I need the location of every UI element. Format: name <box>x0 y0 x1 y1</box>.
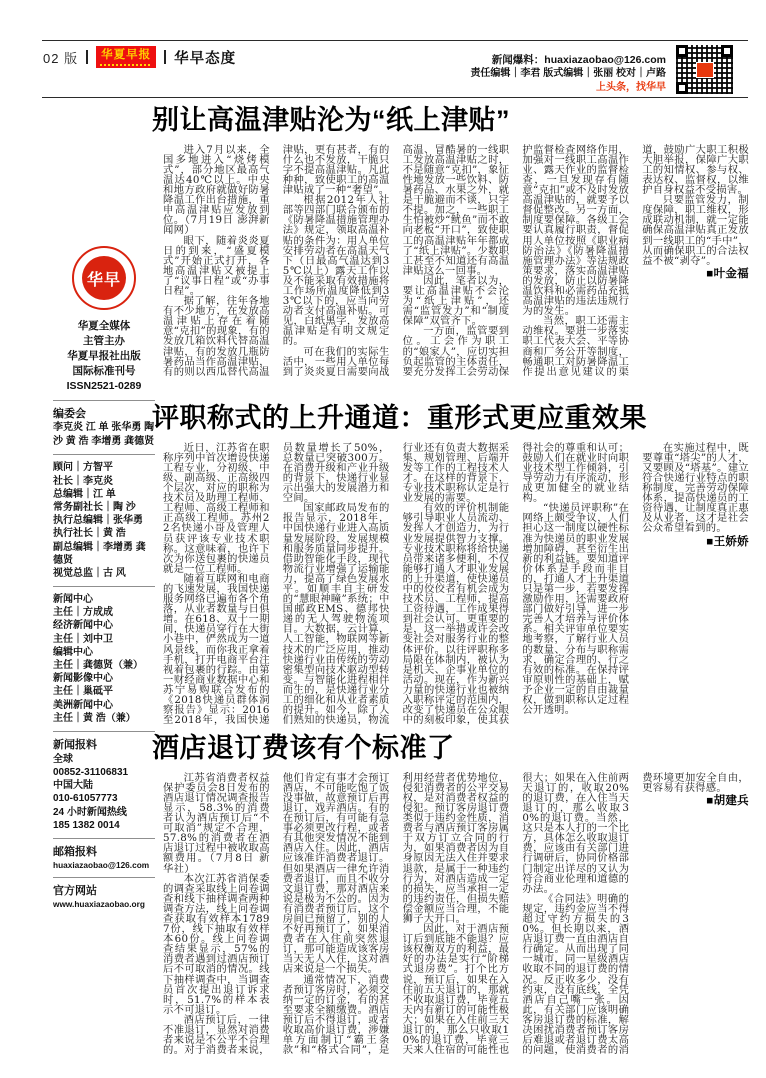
center-line: 新闻影像中心 <box>53 673 113 685</box>
staff-block <box>53 461 155 580</box>
separator-bar <box>86 50 88 64</box>
header-top-rule <box>42 40 748 41</box>
hotline-line: 中国大陆 <box>53 780 93 792</box>
paragraph: 一方面，监管要到位。工会作为职工的“娘家人”，应切实担负起监管的主体责任，要充分发挥工会劳动保护监督检查网络作用，加强对一线职工高温作业、露天作业的监督检查，一旦发现存有随意“克扣”或不及时发放高温津贴的，就要予以督促整改。另一方面，制度要保障。各级工会要认真履行职责，督促用人单位按照《职业病防治法》《防暑降温措施管理办法》等法规政策要求，落实高温津贴的发放，防止以防暑降温饮料和必需药品充抵高温津贴的违法违规行为的发生。 <box>402 143 630 378</box>
center-line: 编辑中心 <box>53 646 93 658</box>
paragraph: 酒店预订后，一律不准退订，显然对消费者来说是不公平不合理的。对于消费者来说，他们肯定有事才会预订酒店，不可能吃饱了饭没事做，故意预订后再退订，戏弄酒店。有的在预订后，有可能有急事必须更改行程，或者有其他突发情况不能到酒店入住。因此，酒店应该准许消费者退订。但如果酒店一律允许消费者退订，而且不收分文退订费，那对酒店来说是极为不公的。因为有消费者预订后，这个房间已预留了，别的人不好再预订了，如果消费者在入住前突然退订，那可能造成该客房当天无人入住，这对酒店来说是一个损失。 <box>163 771 390 1057</box>
qr-code-icon <box>676 45 733 94</box>
website-title: 官方网站 <box>53 884 97 897</box>
article-paragraphs <box>163 145 749 385</box>
article-title: 评职称式的上升通道：重形式更应重效果 <box>152 403 647 433</box>
hotline-line: 185 1382 0014 <box>53 819 120 831</box>
paragraph: 据了解，往年各地有不少地方，在发放高温津贴上存在着随意“克扣”的现象，有的发放几箱饮料代替高温津贴，有的发放几瓶防暑药品当作高温津贴，有的则以西瓜替代高温津贴，更有甚者，有的什么也不发放，干脆只字不提高温津贴。凡此种种，致使职工的高温津贴成了一种“奢望”。 <box>163 143 390 378</box>
paragraph: 因此，笔者以为，要让高温津贴不会沦为“纸上津贴”，还需“监管发力”和“制度保障”双管齐下。 <box>402 274 510 328</box>
staff-line: 执行社长｜黄 浩 <box>53 528 126 540</box>
center-line: 主任｜巢砥平 <box>53 686 113 698</box>
center-line: 主任｜黄 浩（兼） <box>53 712 136 724</box>
staff-line: 顾问｜方智平 <box>53 462 113 474</box>
publisher-line: ISSN2521-0289 <box>66 379 142 392</box>
paragraph: 进入7月以来，全国多地进入“烧烤模式”，部分地区最高气温达40℃以上。中央和地方政府就做好防暑降温工作出台措施，重申高温津贴应发放到位。（7月19日 澎湃新闻网） <box>163 143 270 237</box>
publisher-block <box>53 319 155 394</box>
paragraph: 因此，对于酒店预订后到底能不能退？应该权衡双方的利益，最好的办法是实行“阶梯式退房费”。打个比方说，预订后，如果在入住前五天退订的，那就不收取退订费，毕竟五天内有新订的可能性极大；如果在入住前三天退订的，那么只收取10%的退订费，毕竟三天来人住宿的可能性也很大；如果在入住前两天退订的，收取20%的退订费，在入住当天退订的，那么收取30%的退订费。当然，这只是本人打的一个比方，具体怎么收取退订费，应该由有关部门进行调研后，协同价格部门制定出详尽的又认为符合商业伦理和道德的办法。 <box>402 771 630 1057</box>
paragraph: 近日，江苏省在职称序列中首次增设快递工程专业，分初级、中级、副高级、正高级四个层次，对应的职称为技术员及助理工程师、工程师、高级工程师和正高级工程师。苏州22名快递小哥及管理人员获评该专业技术职称。这意味着，也许下次为你送包裹的快递员就是一位工程师。 <box>163 441 270 575</box>
publisher-line: 国际标准刊号 <box>72 364 136 377</box>
staff-line: 执行总编辑｜张华勇 <box>53 515 143 527</box>
paragraph: 《合同法》明确的规定，违约金应当不得超过守约方损失的30%。但长期以来，酒店退订费一直由酒店自行确定。从而出现了同一城市，同一星级酒店收取不同的退订费的情况。反正收多少，没有约束，没有底线，全凭酒店自己嘴一张。因此，有关部门应该明确客房退订费的标准，解决困扰消费者预订客房后难退或者退订费太高的问题，使消费者的消费环境更加安全自由，更容易有获得感。 <box>522 771 749 1057</box>
hotline-title: 新闻报料 <box>53 738 97 751</box>
paragraph: 江苏省消费者权益保护委员会8日发布的酒店退订情况调查报告显示，58.3%的消费者认为酒店预订后“不可取消”规定不合理，57.8%的消费者在酒店退订过程中被收取高额费用。（7月8日 新华社） <box>163 771 270 875</box>
article-heat-subsidy <box>152 106 752 385</box>
sidebar-divider <box>53 838 155 839</box>
byline: ■胡建兵 <box>706 794 749 807</box>
paragraph: 当然，职工还需主动维权。要进一步落实职工代表大会、平等协商和厂务公开等制度，畅通职工对防暑降温工作提出意见建议的渠道，鼓励广大职工积极大胆举报，保障广大职工的知情权、参与权、表达权、监督权，以维护自身权益不受损害。 <box>522 143 749 378</box>
paragraph: 根据2012年人社部等四部门联合颁布的《防暑降温措施管理办法》规定，领取高温补贴的条件为：用人单位安排劳动者在高温天气下（日最高气温达到35℃以上）露天工作以及不能采取有效措施将工作场所温度降低到33℃以下的，应当向劳动者支付高温补贴。可见，白纸黑字，发放高温津贴是有明文规定的。 <box>282 194 390 348</box>
article-title: 别让高温津贴沦为“纸上津贴” <box>152 105 510 135</box>
paragraph: “快递员评职称”在网络上颇受争议，人们担心这一制度以硬性标准为快递员的职业发展增加障碍，甚至衍生出新的利益链。要知道评价体系是手段而非目的，打通人才上升渠道只是第一步，若要发挥激励作用，还需要政府部门做好引导，进一步完善人才培养与评价体系。相关评审单位要实地考察，了解行业人员的数量、分布与职称需求，确定合理的、行之有效的标准。在保持评审原则性的基础上，赋予企业一定的自由裁量权，做到职称认定过程公开透明。 <box>522 502 630 717</box>
sidebar-divider <box>53 400 155 401</box>
paragraph: 只要监管发力，制度保障，职工维权，形成联动机制，就一定能确保高温津贴真正发放到一线职工的“手中”，从而确保职工的合法权益不被“剥夺”。 <box>642 194 749 267</box>
qr-finder-icon <box>676 82 688 94</box>
page-number: 02 版 <box>43 50 79 66</box>
qr-finder-icon <box>721 45 733 57</box>
center-line: 主任｜龚德贤（兼） <box>53 660 143 671</box>
staff-line: 副总编辑｜李增勇 龚德贤 <box>53 541 146 566</box>
center-line: 美洲新闻中心 <box>53 699 113 711</box>
article-paragraphs <box>163 443 749 731</box>
separator-bar <box>164 50 166 64</box>
staff-line: 社长｜李克炎 <box>53 475 113 487</box>
paragraph: 本次江苏省消保委的调查采取线上问卷调查和线下抽样调查两种调查方法，线上问卷调查获取有效样本17897份，线下抽取有效样本60份。线上问卷调查结果显示，57%的消费者遇到过酒店预订后不可取消的情况。线下抽样调查中，当调查员首次提出退订诉求时，51.7%的样本表示不可退订。 <box>163 872 270 1016</box>
center-line: 主任｜方成成 <box>53 607 113 619</box>
hotline-line: 24 小时新闻热线 <box>53 806 127 818</box>
sidebar-divider <box>53 454 155 455</box>
article-body <box>163 145 749 385</box>
hotline-block <box>53 753 155 832</box>
paragraph: 在实施过程中，既要尊重“塔尖”的人才，又要顾及“塔基”。建立符合快递行业特点的职称制度，完善劳动保障体系，提高快递员的工资待遇，让制度真正惠及从业者，这才是社会公众希望看到的。 <box>642 441 749 535</box>
website-address: www.huaxiazaobao.org <box>53 898 145 909</box>
mailbox-title: 邮箱报料 <box>53 845 97 858</box>
article-body <box>163 773 749 1057</box>
staff-line: 视觉总监｜古 风 <box>53 567 126 579</box>
article-hotel-cancellation <box>152 734 752 1057</box>
masthead-left <box>43 46 236 68</box>
centers-block <box>53 593 155 725</box>
paragraph: 有效的评价机制能够引导职业人员流动、发挥人才创造力，为行业发展提供智力支撑。专业技术职称将给快递员带来诸多便利，不仅能够打通人才职业发展的上升渠道，使快递员中的佼佼者有机会成为技术员、工程师，提高工资待遇，工作成果得到社会认可。更重要的是，这一举措或许会改变社会对服务行业的整体评价。以往评职称多局限在体制内，被认为是机关、企事业单位的活动。现在，作为新兴力量的快递行业也被纳入职称评定的范围内，改变了快递员在公众眼中的刻板印象，使其获得社会的尊重和认可；鼓励人们在就业时向职业技术型工作倾斜，引导劳动力有序流动，形成更加健全的就业结构。 <box>402 441 630 727</box>
masthead-right <box>470 53 666 94</box>
publisher-line: 主管主办 <box>83 334 125 347</box>
center-line: 主任｜刘中卫 <box>53 633 113 645</box>
paragraph: 眼下，随着炎炎夏日的到来，“盛夏模式”开始正式打开，各地高温津贴又被提上了“议事日程”或“办事日程”。 <box>163 234 270 297</box>
editors-line: 责任编辑｜李君 版式编辑｜张丽 校对｜卢路 <box>470 68 666 80</box>
paragraph: 可在我们的实际生活中，一些用人单位每到了炎炎夏日需要向战高温、冒酷暑的一线职工发放高温津贴之时，不是随意“克扣”，象征性地发放一些饮料、防暑药品、水果之外，就是干脆避而不谈，只字不提。加之，一些职工生怕被炒“鱿鱼”而不敢向老板“开口”，致使职工的高温津贴年年都成了“纸上津贴”。少数职工甚至不知道还有高温津贴这么一回事。 <box>282 143 510 378</box>
newspaper-seal-icon <box>72 246 136 310</box>
publisher-line: 华夏全媒体 <box>77 320 131 332</box>
article-body <box>163 443 749 731</box>
article-courier-titles <box>152 404 752 731</box>
section-title: 华早态度 <box>174 50 237 67</box>
committee-members: 李克炎 江 单 张华勇 陶 沙 黄 浩 李增勇 龚德贤 <box>53 422 155 447</box>
byline: ■叶金福 <box>706 267 749 280</box>
mailbox-address: huaxiazaobao@126.com <box>53 859 150 870</box>
paragraph: 国家邮政局发布的报告显示，2018年，中国快递行业进入高质量发展阶段，发展规模和服务质量同步提升。借助智能化手段，现代物流行业增强了运输能力，提高了绿色发展水平。如顺丰自主研发的“慧眼神瞳”系统；中国邮政EMS、德邦快递的无人驾驶物流项目。大数据，云计算，人工智能，物联网等新技术的广泛应用，推动快递行业由传统的劳动密集型向技术驱动型转变。与智能化进程相伴而生的，是快递行业分工的细化和从业者素质的提升。如今，除了人们熟知的快递员，物流行业还有负责大数据采集、规划管理、后端开发等工作的工程技术人才。在这样的背景下，专业技术职称认定是行业发展的需要。 <box>282 441 510 727</box>
publisher-line: 华夏早报社出版 <box>67 349 141 362</box>
staff-line: 常务副社长｜陶 沙 <box>53 501 136 513</box>
hotline-line: 00852-31106831 <box>53 766 129 778</box>
seal-text: 华早 <box>82 256 126 300</box>
article-paragraphs <box>163 773 749 1057</box>
committee-title: 编委会 <box>53 407 86 420</box>
paragraph: 随着互联网和电商的飞速发展，我国快递服务网络已遍布各个角落，从业者数量与日俱增。在618、双十一期间，快递员穿行在大街小巷中，俨然成为一道风景线，而你我正拿着手机，打开电商平台注视着包裹的行踪。由第一财经商业数据中心和苏宁易购联合发布的《2018快递员群体洞察报告》显示：2016至2018年，我国快递员数量增长了50%，总数量已突破300万。在消费升级和产业升级的背景下，快递行业显示出强大的发展潜力和空间。 <box>163 441 390 727</box>
paragraph: 通常情况下，消费者预订客房时，必须交纳一定的订金，有的甚至要求全额缴费。酒店预订后不得退订，或者收取高价退订费，涉嫌单方面制订“霸王条款”和“格式合同”，是利用经营者优势地位，侵犯消费者的公平交易权，是对消费者权益的侵犯。预订客房退订费类似于违约金性质，消费者与酒店预订客房属于双方订立合同的行为，如果消费者因为自身原因无法入住并要求退款，是属于一种违约行为，对酒店造成一定的损失，应当承担一定的违约责任，但损失赔偿金额应当合理，不能狮子大开口。 <box>282 771 510 1057</box>
slogan-text: 上头条，找华早 <box>596 81 666 93</box>
qr-center-badge <box>696 62 714 78</box>
sidebar-divider <box>53 877 155 878</box>
staff-line: 总编辑｜江 单 <box>53 488 116 500</box>
hotline-line: 010-61057773 <box>53 793 118 805</box>
header-bottom-rule <box>42 97 748 98</box>
sidebar-divider <box>53 586 155 587</box>
sidebar <box>53 246 155 909</box>
article-title: 酒店退订费该有个标准了 <box>152 733 455 763</box>
center-line: 经济新闻中心 <box>53 620 113 632</box>
center-line: 新闻中心 <box>53 594 93 606</box>
hotline-line: 全球 <box>53 753 73 765</box>
sidebar-divider <box>53 731 155 732</box>
byline: ■王娇娇 <box>706 535 749 548</box>
news-tip-line: 新闻爆料：huaxiazaobao@126.com <box>491 54 666 66</box>
newspaper-logo: 华夏早报 <box>96 46 156 67</box>
qr-finder-icon <box>676 45 688 57</box>
